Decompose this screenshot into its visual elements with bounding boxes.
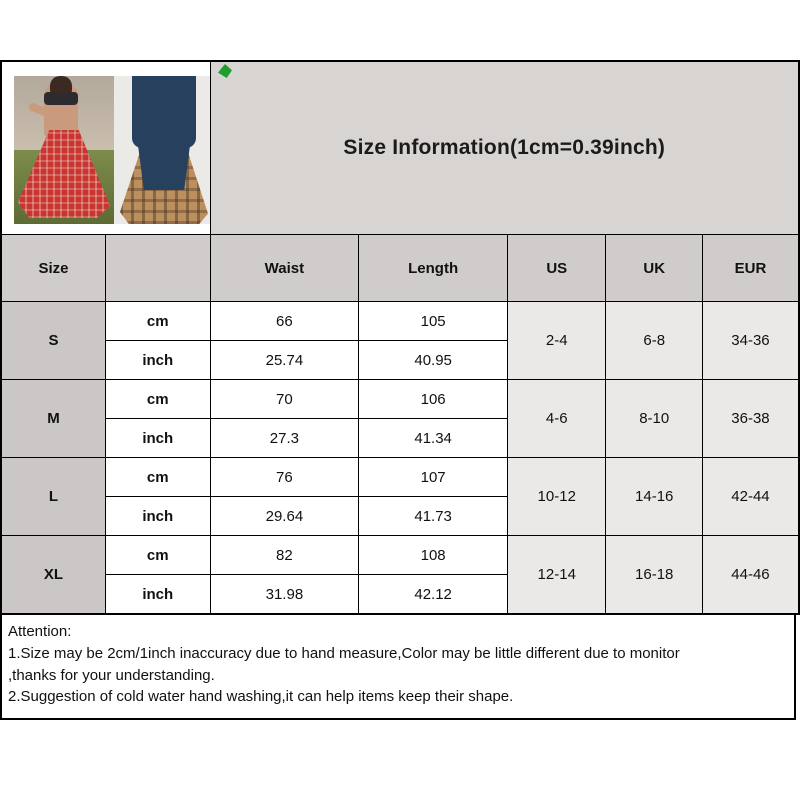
- row-length-inch: 42.12: [359, 575, 508, 615]
- row-unit-cm: cm: [106, 380, 211, 419]
- attention-note: [0, 615, 796, 720]
- row-unit-inch: inch: [106, 497, 211, 536]
- row-size-label: M: [1, 380, 106, 458]
- row-unit-inch: inch: [106, 419, 211, 458]
- row-unit-inch: inch: [106, 341, 211, 380]
- row-waist-inch: 31.98: [210, 575, 359, 615]
- row-length-cm: 107: [359, 458, 508, 497]
- row-eur: 36-38: [702, 380, 799, 458]
- row-waist-inch: 27.3: [210, 419, 359, 458]
- size-chart-sheet: [0, 60, 800, 720]
- header-size: Size: [1, 235, 106, 302]
- table-header-row: [1, 235, 799, 302]
- header-unit: [106, 235, 211, 302]
- row-length-inch: 41.34: [359, 419, 508, 458]
- banner-title-cell: [210, 61, 799, 235]
- row-eur: 34-36: [702, 302, 799, 380]
- row-waist-cm: 76: [210, 458, 359, 497]
- header-eur: EUR: [702, 235, 799, 302]
- row-us: 12-14: [508, 536, 606, 615]
- attention-line-1: 1.Size may be 2cm/1inch inaccuracy due to hand measure,Color may be little different due to monitor: [8, 644, 680, 662]
- product-photo-red-skirt: [14, 76, 114, 224]
- row-eur: 42-44: [702, 458, 799, 536]
- product-photos-cell: [1, 61, 210, 235]
- row-uk: 14-16: [606, 458, 702, 536]
- row-length-inch: 40.95: [359, 341, 508, 380]
- product-photo-plaid-skirt: [114, 76, 210, 224]
- row-unit-cm: cm: [106, 458, 211, 497]
- row-size-label: L: [1, 458, 106, 536]
- attention-line-3: 2.Suggestion of cold water hand washing,it can help items keep their shape.: [8, 688, 514, 706]
- header-waist: Waist: [210, 235, 359, 302]
- table-row: [1, 302, 799, 341]
- header-uk: UK: [606, 235, 702, 302]
- row-length-cm: 105: [359, 302, 508, 341]
- table-row: [1, 458, 799, 497]
- row-waist-cm: 82: [210, 536, 359, 575]
- row-size-label: XL: [1, 536, 106, 615]
- attention-line-2: ,thanks for your understanding.: [8, 666, 215, 684]
- row-size-label: S: [1, 302, 106, 380]
- banner-row: [1, 61, 799, 235]
- row-waist-cm: 70: [210, 380, 359, 419]
- table-row: [1, 536, 799, 575]
- row-unit-cm: cm: [106, 302, 211, 341]
- row-unit-inch: inch: [106, 575, 211, 615]
- row-length-cm: 108: [359, 536, 508, 575]
- row-length-inch: 41.73: [359, 497, 508, 536]
- row-us: 2-4: [508, 302, 606, 380]
- row-uk: 16-18: [606, 536, 702, 615]
- row-uk: 6-8: [606, 302, 702, 380]
- row-us: 10-12: [508, 458, 606, 536]
- attention-title: Attention:: [8, 623, 72, 640]
- row-eur: 44-46: [702, 536, 799, 615]
- table-row: [1, 380, 799, 419]
- product-photos: [2, 62, 210, 234]
- photo-model-hair: [50, 76, 72, 94]
- header-length: Length: [359, 235, 508, 302]
- row-waist-inch: 25.74: [210, 341, 359, 380]
- row-waist-cm: 66: [210, 302, 359, 341]
- header-us: US: [508, 235, 606, 302]
- row-us: 4-6: [508, 380, 606, 458]
- row-unit-cm: cm: [106, 536, 211, 575]
- photo-navy-drape: [136, 130, 192, 190]
- row-length-cm: 106: [359, 380, 508, 419]
- row-uk: 8-10: [606, 380, 702, 458]
- leaf-icon: [218, 64, 232, 78]
- row-waist-inch: 29.64: [210, 497, 359, 536]
- size-information-table: [0, 60, 800, 615]
- size-information-title: Size Information(1cm=0.39inch): [343, 136, 666, 159]
